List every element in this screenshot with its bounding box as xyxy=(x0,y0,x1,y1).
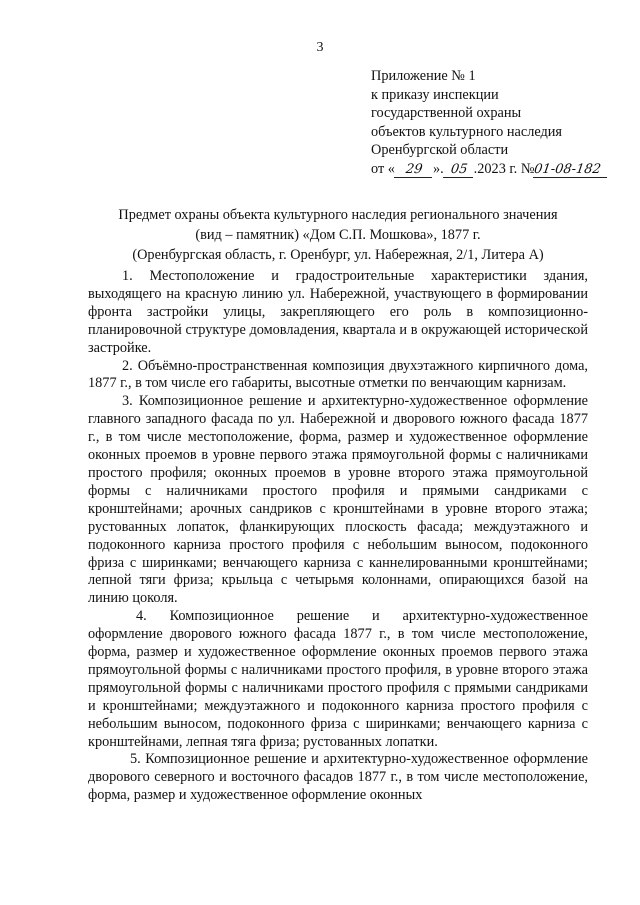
appendix-date-line xyxy=(371,160,621,179)
title-line: (Оренбургская область, г. Оренбург, ул. Набережная, 2/1, Литера А) xyxy=(132,247,544,263)
appendix-block xyxy=(371,67,621,179)
appendix-line: к приказу инспекции xyxy=(371,86,499,103)
date-year: .2023 г. № xyxy=(473,160,535,177)
page-number: 3 xyxy=(316,40,324,55)
paragraph-2: 2. Объёмно-пространственная композиция двухэтажного кирпичного дома, 1877 г., в том числе его габариты, высотные отметки по венчающим карнизам. xyxy=(88,357,588,392)
document-title xyxy=(88,205,588,265)
handwritten-month: 05 xyxy=(443,163,475,178)
paragraph-3: 3. Композиционное решение и архитектурно-художественное оформление главного западного фасада по ул. Набережной и дворового южного фасада 1877 г., в том числе местоположение, форма, размер и художественное оформление оконных проемов в уровне первого этажа прямоугольной формы с наличниками простого профиля; оконных проемов в уровне второго этажа прямоугольной формы с наличниками простого профиля и прямыми сандриками с кронштейнами; арочных сандриков с кронштейнами в уровне второго этажа; рустованных лопаток, фланкирующих плоскость фасада; междуэтажного и подоконного карниза простого профиля с небольшим выносом, подоконного фриза с ширинками; венчающего карниза с каннелированными кронштейнами; лепной тяги фриза; крыльца с четырьмя колоннами, опирающихся базой на линию цоколя. xyxy=(88,393,588,607)
title-line: Предмет охраны объекта культурного наследия регионального значения xyxy=(118,207,558,223)
date-prefix: от « xyxy=(371,160,395,177)
appendix-line: объектов культурного наследия xyxy=(371,123,562,140)
paragraph-5: 5. Композиционное решение и архитектурно-художественное оформление дворового северного и восточного фасадов 1877 г., в том числе местоположение, форма, размер и художественное оформление оконных xyxy=(88,751,588,804)
handwritten-doc-number: 01-08-182 xyxy=(533,163,609,178)
appendix-line: Оренбургской области xyxy=(371,142,509,159)
date-mid: ». xyxy=(432,160,444,177)
paragraph-1: 1. Местоположение и градостроительные характеристики здания, выходящего на красную линию ул. Набережной, участвующего в формировании фронта застройки улицы, закрепляющего его роль в композиционно-планировочной структуре домовладения, квартала и в окружающей исторической застройке. xyxy=(88,268,588,356)
handwritten-day: 29 xyxy=(394,163,434,178)
appendix-line: Приложение № 1 xyxy=(371,68,476,84)
document-body xyxy=(88,268,588,805)
appendix-line: государственной охраны xyxy=(371,105,522,122)
title-line: (вид – памятник) «Дом С.П. Мошкова», 1877 г. xyxy=(195,227,481,243)
paragraph-4: 4. Композиционное решение и архитектурно-художественное оформление дворового южного фасада 1877 г., в том числе местоположение, форма, размер и художественное оформление оконных проемов первого этажа прямоугольной формы с наличниками простого профиля, в уровне второго этажа прямоугольной формы с наличниками простого профиля с прямыми сандриками и кронштейнами; междуэтажного и подоконного карниза простого профиля с небольшим выносом, подоконного фриза с ширинками; венчающего карниза с кронштейнами, лепная тяга фриза; рустованных лопатки. xyxy=(88,608,588,750)
